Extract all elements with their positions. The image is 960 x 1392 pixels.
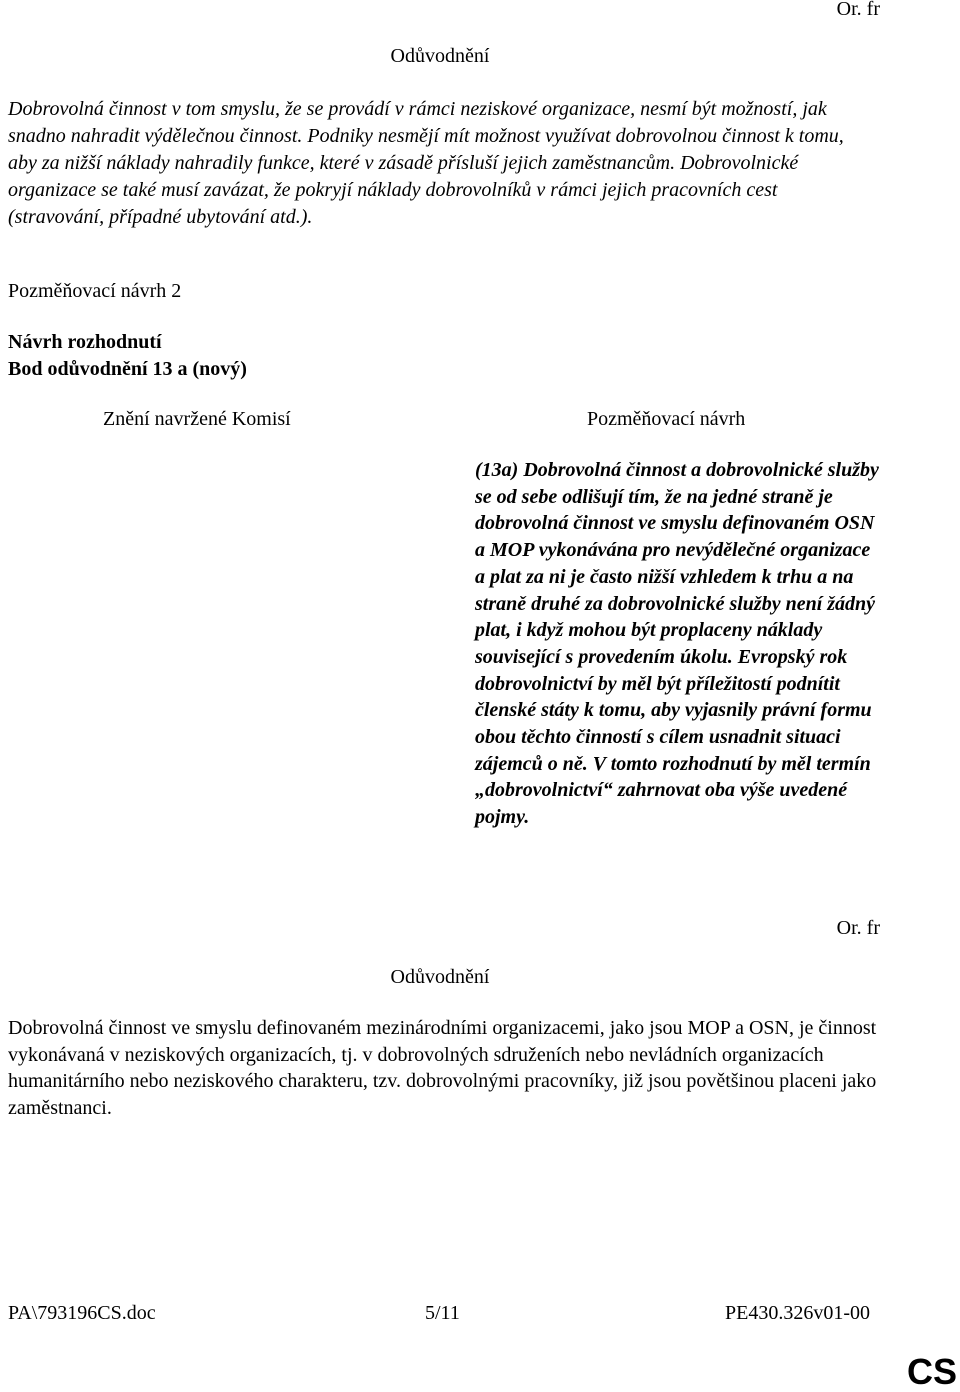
original-language-label: Or. fr <box>836 0 880 20</box>
justification-text: Dobrovolná činnost ve smyslu definovaném mezinárodními organizacemi, jako jsou MOP a OSN, je činnost vykonávaná v neziskových organizacích, tj. v dobrovolných sdruženích nebo nevládních organizacích humanitárního nebo neziskového charakteru, tzv. dobrovolnými pracovníky, již jsou povětšinou placeni jako zaměstnanci. <box>8 1017 877 1119</box>
original-language-label: Or. fr <box>836 917 880 939</box>
column-label-commission-text: Znění navržené Komisí <box>103 408 291 430</box>
footer-doc-reference: PA\793196CS.doc <box>8 1302 156 1324</box>
justification-title: Odůvodnění <box>390 966 490 988</box>
justification-title: Odůvodnění <box>390 45 490 67</box>
amendment-recital: Bod odůvodnění 13 a (nový) <box>8 358 247 380</box>
footer-pe-reference: PE430.326v01-00 <box>725 1302 870 1324</box>
amendment-heading: Pozměňovací návrh 2 <box>8 280 182 302</box>
amendment-text: (13a) Dobrovolná činnost a dobrovolnické služby se od sebe odlišují tím, že na jedné straně je dobrovolná činnost ve smyslu definovaném OSN a MOP vykonávána pro nevýdělečné organizace a plat za ni je často nižší vzhledem k trhu a na straně druhé za dobrovolnické služby není žádný plat, i když mohou být proplaceny náklady související s provedením úkolu. Evropský rok dobrovolnictví by měl být příležitostí podnítit členské státy k tomu, aby vyjasnily právní formu obou těchto činností s cílem usnadnit situaci zájemců o ně. V tomto rozhodnutí by měl termín „dobrovolnictví“ zahrnovat oba výše uvedené pojmy. <box>475 459 879 829</box>
footer-page-number: 5/11 <box>425 1302 460 1324</box>
column-label-amendment: Pozměňovací návrh <box>587 408 746 430</box>
justification-text: Dobrovolná činnost v tom smyslu, že se provádí v rámci neziskové organizace, nesmí být možností, jak snadno nahradit výdělečnou činnost. Podniky nesmějí mít možnost využívat dobrovolnou činnost k tomu, aby za nižší náklady nahradily funkce, které v zásadě přísluší jejich zaměstnancům. Dobrovolnické organizace se také musí zavázat, že pokryjí náklady dobrovolníků v rámci jejich pracovních cest (stravování, případné ubytování atd.). <box>8 98 844 228</box>
amendment-document: Návrh rozhodnutí <box>8 331 162 353</box>
language-code: CS <box>906 1351 957 1392</box>
